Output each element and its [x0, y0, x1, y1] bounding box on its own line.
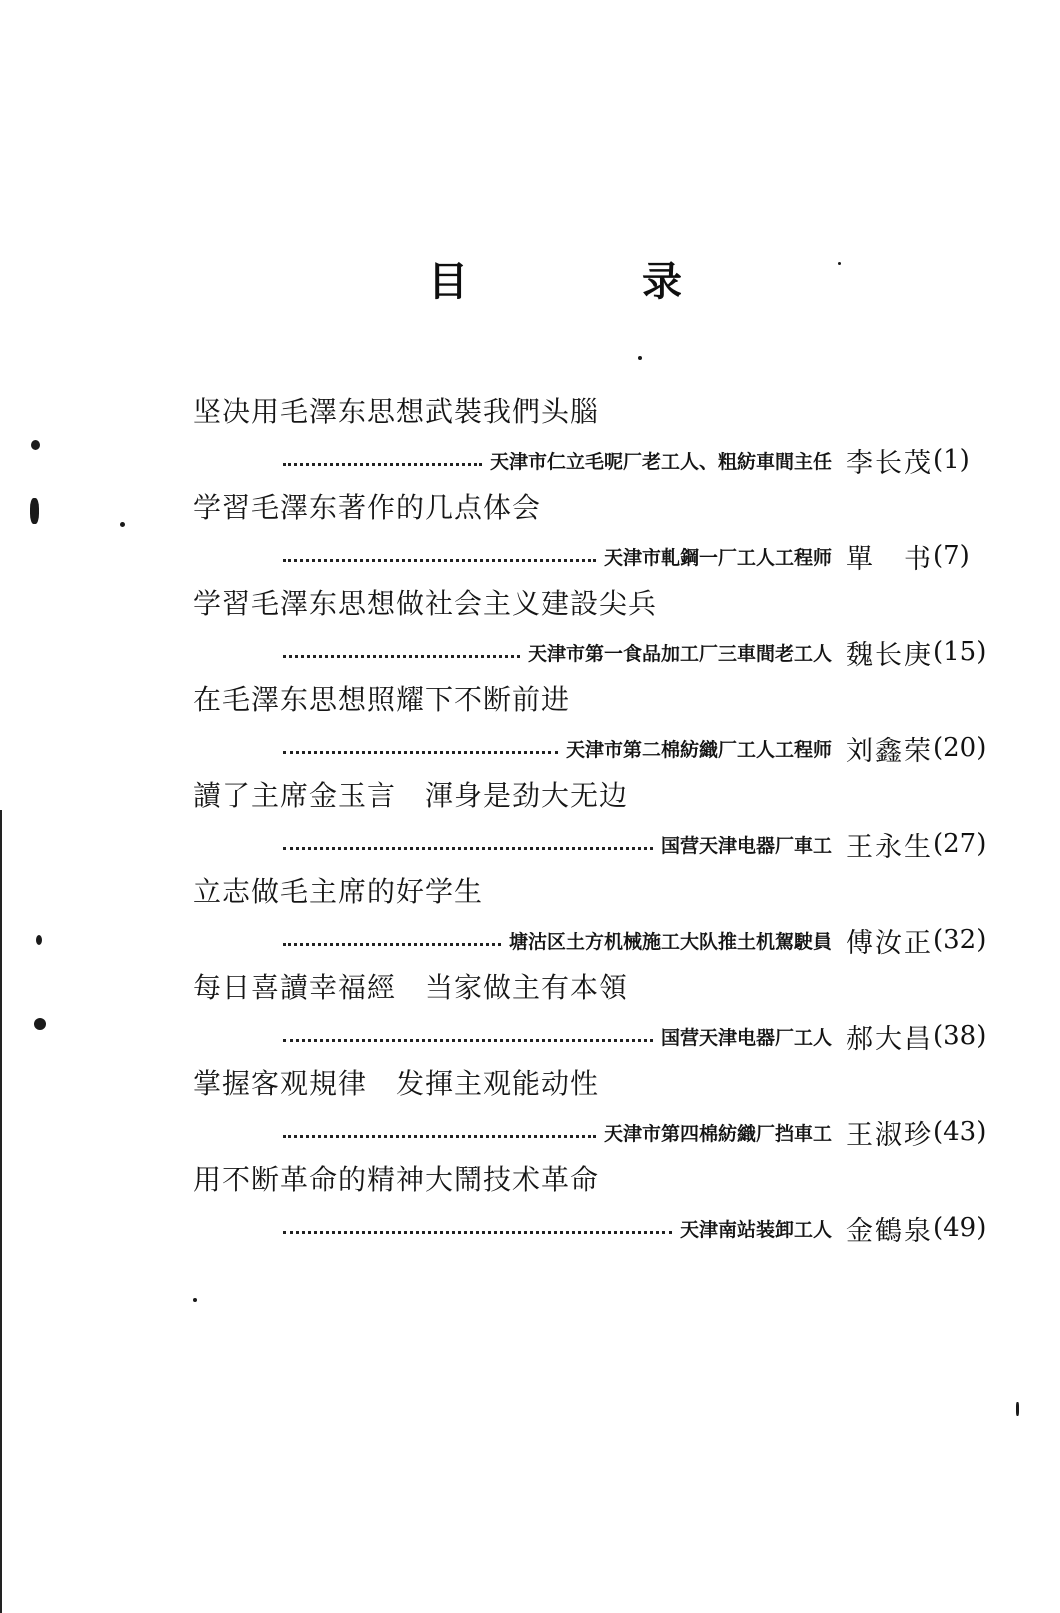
entry-page-number: (1) [933, 445, 970, 475]
dot-leader [283, 1039, 653, 1042]
entry-affiliation: 天津市第二棉紡織厂工人工程师 [565, 738, 832, 761]
entry-meta [283, 730, 993, 766]
dot-leader [283, 1231, 672, 1234]
entry-meta [283, 826, 993, 862]
table-of-contents [193, 392, 993, 1256]
entry-meta [283, 922, 993, 958]
entry-affiliation: 天津市第四棉紡織厂挡車工 [603, 1122, 832, 1145]
entry-author: 王淑珍 [846, 1119, 933, 1151]
entry-page-number: (7) [933, 541, 970, 571]
entry-affiliation: 天津市軋鋼一厂工人工程师 [603, 546, 832, 569]
entry-author: 王永生 [846, 831, 933, 863]
entry-author: 金鶴泉 [846, 1215, 933, 1247]
entry-title: 掌握客观規律 发揮主观能动性 [193, 1067, 600, 1100]
scan-speck [31, 440, 40, 450]
scan-speck [120, 522, 125, 527]
entry-author: 傅汝正 [846, 927, 933, 959]
toc-entry [193, 968, 993, 1064]
toc-entry [193, 584, 993, 680]
dot-leader [283, 655, 520, 658]
entry-affiliation: 天津南站装卸工人 [679, 1218, 832, 1241]
entry-author: 單 书 [846, 543, 933, 575]
entry-affiliation: 塘沽区土方机械施工大队推土机駕駛員 [508, 930, 832, 953]
entry-author: 郝大昌 [846, 1023, 933, 1055]
page-title: 目 录 [428, 259, 762, 305]
dot-leader [283, 463, 482, 466]
entry-affiliation: 国营天津电器厂車工 [660, 834, 832, 857]
toc-entry [193, 680, 993, 776]
toc-entry [193, 776, 993, 872]
entry-author: 魏长庚 [846, 639, 933, 671]
entry-page-number: (15) [933, 637, 987, 667]
entry-meta [283, 1210, 993, 1246]
dot-leader [283, 943, 501, 946]
entry-page-number: (27) [933, 829, 987, 859]
entry-meta [283, 442, 993, 478]
page-edge-line [0, 810, 2, 1613]
entry-title: 坚决用毛澤东思想武裝我們头腦 [193, 395, 600, 428]
entry-title: 用不断革命的精神大鬧技术革命 [193, 1163, 600, 1196]
entry-page-number: (49) [933, 1213, 987, 1243]
entry-author: 刘鑫荣 [846, 735, 933, 767]
entry-title: 学習毛澤东著作的几点体会 [193, 491, 542, 524]
toc-entry [193, 872, 993, 968]
entry-meta [283, 634, 993, 670]
scan-speck [193, 1298, 197, 1302]
entry-affiliation: 天津市第一食品加工厂三車間老工人 [527, 642, 832, 665]
entry-affiliation: 国营天津电器厂工人 [660, 1026, 832, 1049]
entry-page-number: (32) [933, 925, 987, 955]
entry-title: 在毛澤东思想照耀下不断前进 [193, 683, 571, 716]
scan-speck [36, 935, 42, 945]
entry-affiliation: 天津市仁立毛呢厂老工人、粗紡車間主任 [489, 450, 832, 473]
entry-page-number: (20) [933, 733, 987, 763]
toc-entry [193, 488, 993, 584]
entry-title: 立志做毛主席的好学生 [193, 875, 484, 908]
entry-title: 学習毛澤东思想做社会主义建設尖兵 [193, 587, 658, 620]
dot-leader [283, 751, 558, 754]
scan-speck [638, 356, 642, 360]
toc-entry [193, 1160, 993, 1256]
entry-page-number: (43) [933, 1117, 987, 1147]
entry-author: 李长茂 [846, 447, 933, 479]
toc-entry [193, 392, 993, 488]
entry-page-number: (38) [933, 1021, 987, 1051]
dot-leader [283, 559, 596, 562]
dot-leader [283, 1135, 596, 1138]
entry-meta [283, 1114, 993, 1150]
entry-meta [283, 1018, 993, 1054]
entry-meta [283, 538, 993, 574]
scan-speck [30, 498, 39, 524]
entry-title: 讀了主席金玉言 渾身是劲大无边 [193, 779, 629, 812]
scan-speck [34, 1018, 46, 1030]
dot-leader [283, 847, 653, 850]
entry-title: 每日喜讀幸福經 当家做主有本領 [193, 971, 629, 1004]
scan-speck [838, 262, 841, 265]
scan-speck [1016, 1402, 1019, 1416]
toc-entry [193, 1064, 993, 1160]
